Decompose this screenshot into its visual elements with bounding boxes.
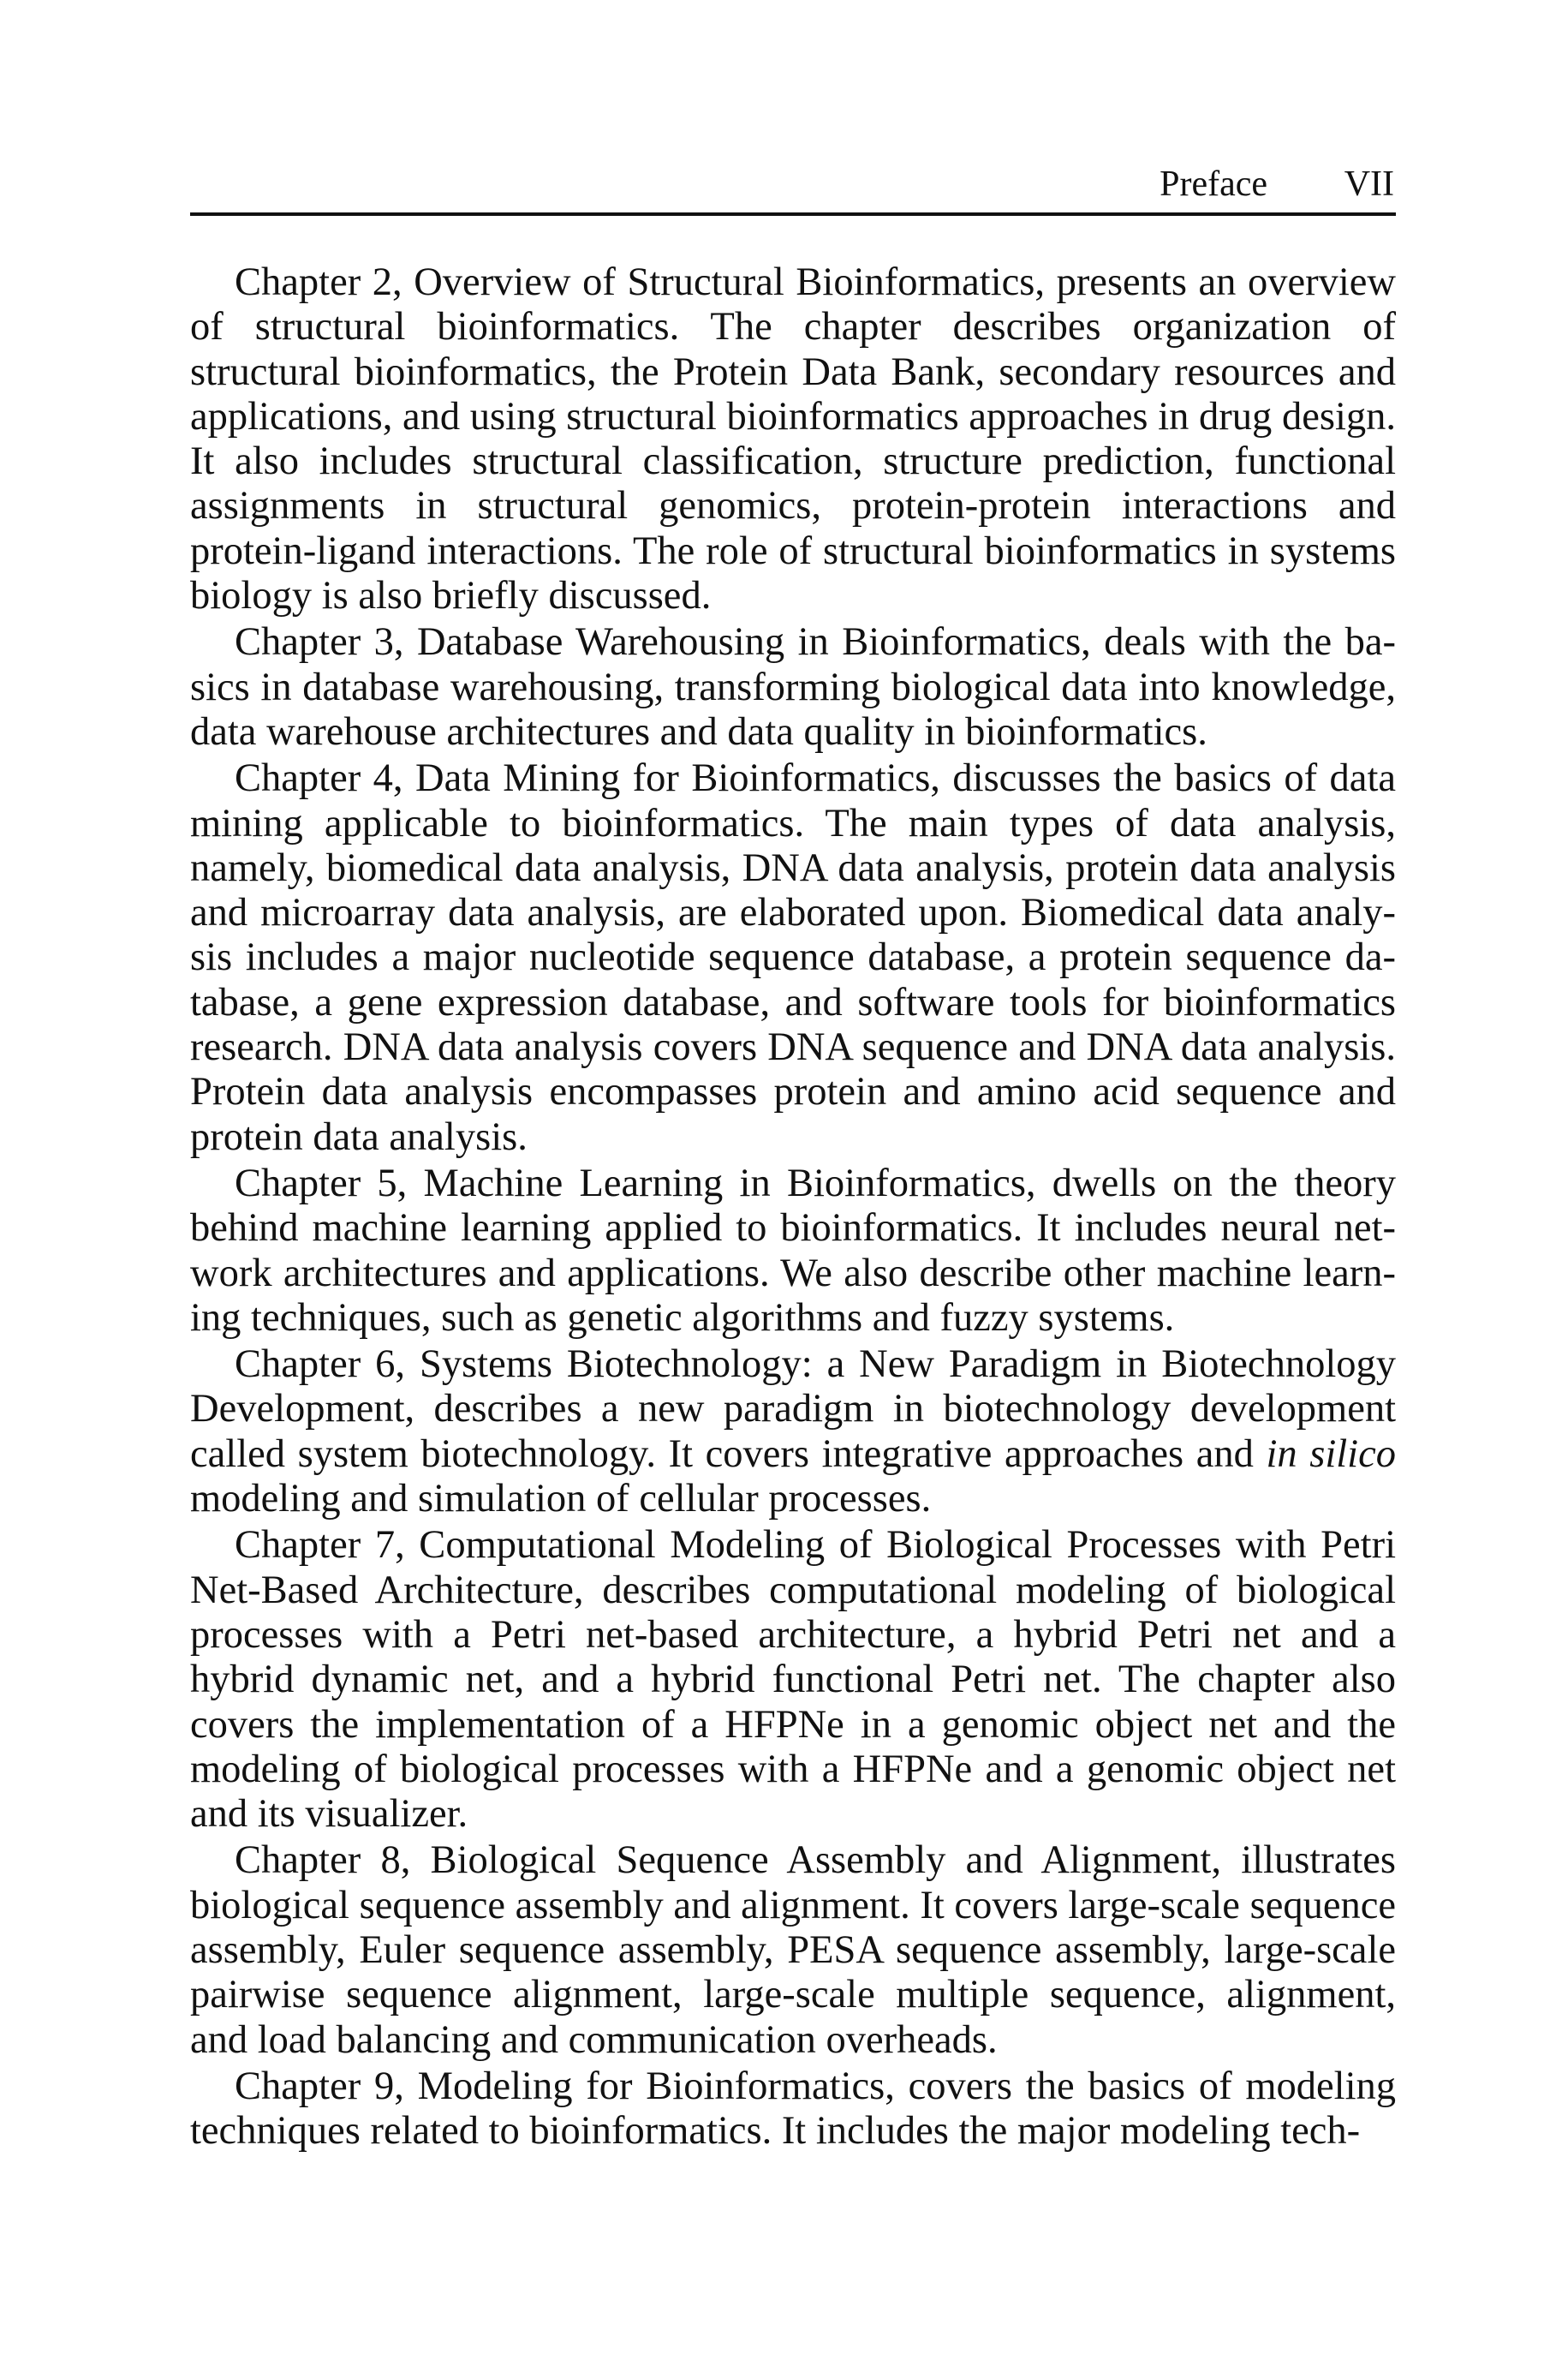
italic-term: in silico — [1266, 1431, 1396, 1476]
paragraph-chapter-6-text-start: Chapter 6, Systems Biotechnology: a New Paradigm in Biotechnology Development, describes a new paradigm in biotechnology development called system biotechnology. It covers integrative approaches and — [190, 1342, 1396, 1476]
paragraph-chapter-5: Chapter 5, Machine Learning in Bioinformatics, dwells on the theory behind machine learning applied to bioinformatics. It includes neural network architectures and applications. We also describe other machine learning techniques, such as genetic algorithms and fuzzy systems. — [190, 1161, 1396, 1340]
body-text — [190, 260, 1396, 2154]
page-number: VII — [1344, 164, 1394, 204]
paragraph-chapter-8: Chapter 8, Biological Sequence Assembly and Alignment, illustrates biological sequence assembly and alignment. It covers large-scale sequence assembly, Euler sequence assembly, PESA sequence assembly, large-scale pairwise sequence alignment, large-scale multiple sequence, alignment, and load balancing and communication overheads. — [190, 1838, 1396, 2062]
paragraph-chapter-7: Chapter 7, Computational Modeling of Biological Processes with Petri Net-Based Architecture, describes computational modeling of biological processes with a Petri net-based architecture, a hybrid Petri net and a hybrid dynamic net, and a hybrid functional Petri net. The chapter also covers the implementation of a HFPNe in a genomic object net and the modeling of biological processes with a HFPNe and a genomic object net and its visualizer. — [190, 1523, 1396, 1837]
paragraph-chapter-9: Chapter 9, Modeling for Bioinformatics, covers the basics of modeling techniques related to bioinformatics. It includes the major modeling tech- — [190, 2064, 1396, 2154]
paragraph-chapter-3: Chapter 3, Database Warehousing in Bioinformatics, deals with the basics in database warehousing, transforming biological data into knowledge, data warehouse architectures and data quality in bioinformatics. — [190, 620, 1396, 754]
paragraph-chapter-6 — [190, 1342, 1396, 1521]
paragraph-chapter-2: Chapter 2, Overview of Structural Bioinformatics, presents an overview of structural bioinformatics. The chapter describes organization of structural bioinformatics, the Protein Data Bank, secondary resources and applications, and using structural bioinformatics approaches in drug design. It also includes structural classification, structure prediction, functional assignments in structural genomics, protein-protein interactions and protein-ligand interactions. The role of structural bioinformatics in systems biology is also briefly discussed. — [190, 260, 1396, 618]
running-header-title: Preface — [1160, 164, 1267, 204]
paragraph-chapter-4: Chapter 4, Data Mining for Bioinformatics, discusses the basics of data mining applicable to bioinformatics. The main types of data analysis, namely, biomedical data analysis, DNA data analysis, protein data analysis and microarray data analysis, are elaborated upon. Biomedical data analysis includes a major nucleotide sequence database, a protein sequence database, a gene expression database, and software tools for bioinformatics research. DNA data analysis covers DNA sequence and DNA data analysis. Protein data analysis encompasses protein and amino acid sequence and protein data analysis. — [190, 756, 1396, 1159]
paragraph-chapter-6-text-end: modeling and simulation of cellular processes. — [190, 1477, 932, 1521]
running-header — [190, 154, 1396, 216]
